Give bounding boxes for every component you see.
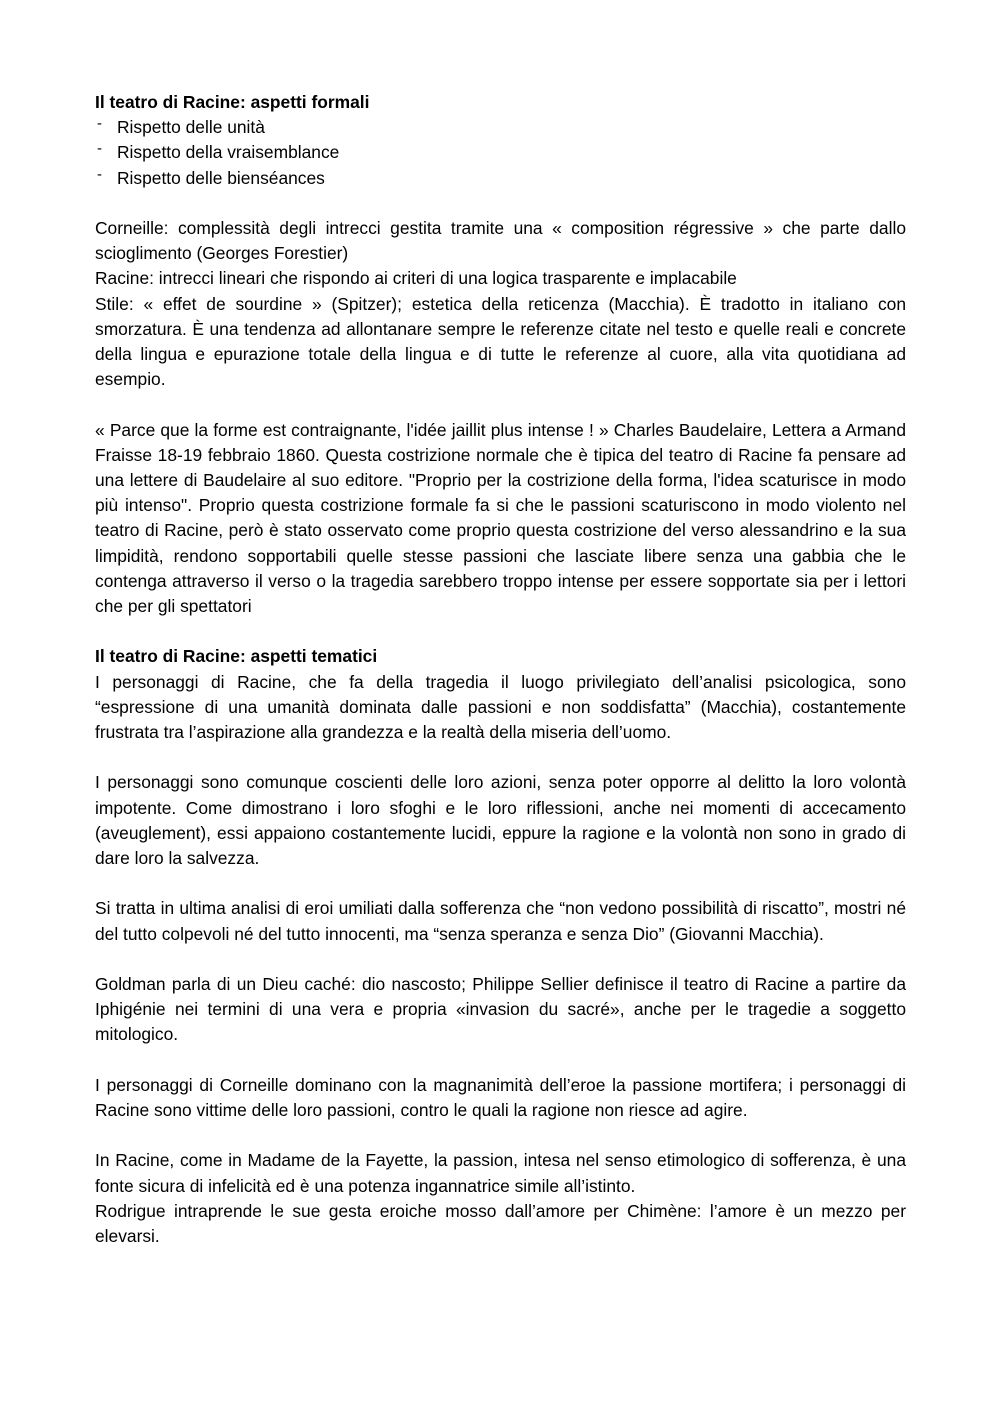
paragraph-corneille: Corneille: complessità degli intrecci gestita tramite una « composition régressive » che parte dallo scioglimento (Georges Forestier)	[95, 218, 906, 264]
paragraph-baudelaire: « Parce que la forme est contraignante, l'idée jaillit plus intense ! » Charles Baudelaire, Lettera a Armand Fraisse 18-19 febbraio 1860. Questa costrizione normale che è tipica del teatro di Racine fa pensare ad una lettere di Baudelaire al suo editore. "Proprio per la costrizione della forma, l'idea scaturisce in modo più intenso". Proprio questa costrizione formale fa si che le passioni scaturiscono in modo violento nel teatro di Racine, però è stato osservato come proprio questa costrizione del verso alessandrino e la sua limpidità, rendono sopportabili quelle stesse passioni che lasciate libere senza una gabbia che le contenga attraverso il verso o la tragedia sarebbero troppo intense per essere sopportate sia per i lettori che per gli spettatori	[95, 419, 906, 617]
paragraph-personaggi: I personaggi di Racine, che fa della tragedia il luogo privilegiato dell’analisi psicologica, sono “espressione di una umanità dominata dalle passioni e non soddisfatta” (Macchia), costantemente frustrata tra l’aspirazione alla grandezza e la realtà della miseria dell’uomo.	[95, 671, 906, 743]
list-item: - Rispetto delle unità	[95, 115, 906, 140]
paragraph-rodrigue: Rodrigue intraprende le sue gesta eroiche mosso dall’amore per Chimène: l’amore è un mezzo per elevarsi.	[95, 1200, 906, 1247]
paragraph-fayette: In Racine, come in Madame de la Fayette, la passion, intesa nel senso etimologico di sofferenza, è una fonte sicura di infelicità ed è una potenza ingannatrice simile all’istinto.	[95, 1150, 906, 1196]
formal-aspects-list	[95, 115, 906, 191]
section-heading-formal: Il teatro di Racine: aspetti formali	[95, 92, 370, 112]
section-heading-thematic: Il teatro di Racine: aspetti tematici	[95, 646, 378, 667]
paragraph-coscienti: I personaggi sono comunque coscienti delle loro azioni, senza poter opporre al delitto la loro volontà impotente. Come dimostrano i loro sfoghi e le loro riflessioni, anche nei momenti di accecamento (aveuglement), essi appaiono costantemente lucidi, eppure la ragione e la volontà non sono in grado di dare loro la salvezza.	[95, 772, 906, 869]
paragraph-racine: Racine: intrecci lineari che rispondo ai criteri di una logica trasparente e implacabile	[95, 268, 737, 289]
paragraph-stile: Stile: « effet de sourdine » (Spitzer); estetica della reticenza (Macchia). È tradotto in italiano con smorzatura. È una tendenza ad allontanare sempre le referenze citate nel testo e quelle reali e concrete della lingua e epurazione totale della lingua e di tutte le referenze al cuore, alla vita quotidiana ad esempio.	[95, 293, 906, 390]
paragraph-corneille-racine: I personaggi di Corneille dominano con la magnanimità dell’eroe la passione mortifera; i personaggi di Racine sono vittime delle loro passioni, contro le quali la ragione non riesce ad agire.	[95, 1074, 906, 1121]
list-item: - Rispetto della vraisemblance	[95, 140, 906, 165]
paragraph-goldman: Goldman parla di un Dieu caché: dio nascosto; Philippe Sellier definisce il teatro di Racine a partire da Iphigénie nei termini di una vera e propria «invasion du sacré», anche per le tragedie a soggetto mitologico.	[95, 974, 906, 1045]
list-item: - Rispetto delle bienséances	[95, 166, 906, 191]
paragraph-eroi: Si tratta in ultima analisi di eroi umiliati dalla sofferenza che “non vedono possibilità di riscatto”, mostri né del tutto colpevoli né del tutto innocenti, ma “senza speranza e senza Dio” (Giovanni Macchia).	[95, 898, 906, 944]
document-page	[95, 90, 906, 1249]
